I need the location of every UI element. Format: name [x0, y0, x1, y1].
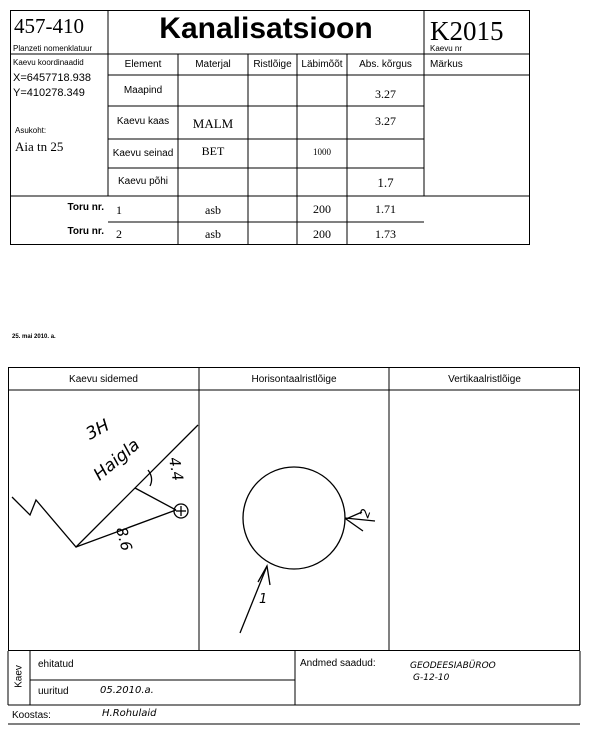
well-circle: [243, 467, 345, 569]
distance-label: 4.4: [164, 455, 187, 483]
distance-label: 8.6: [112, 525, 136, 553]
coord-x: X=6457718.938: [13, 72, 91, 84]
pipe-diameter: 200: [313, 202, 331, 216]
row-element: Kaevu põhi: [117, 176, 169, 187]
col-element: Element: [124, 59, 162, 70]
building-note-1: 3H: [82, 415, 113, 445]
well-number: K2015: [430, 16, 504, 46]
side-label: Kaev: [13, 665, 25, 688]
col-material: Materjal: [195, 59, 231, 70]
row-element: Kaevu kaas: [116, 116, 170, 127]
ties-sketch: [12, 425, 198, 547]
section-vertical: Vertikaalristlõige: [448, 374, 521, 385]
col-cross-section: Ristlõige: [253, 59, 292, 70]
building-outline: [12, 425, 198, 547]
col-abs-height: Abs. kõrgus: [359, 59, 412, 70]
sketch-frame: [9, 368, 580, 651]
pipe-number: 1: [116, 203, 122, 217]
location-label: Asukoht:: [15, 126, 47, 135]
coords-label: Kaevu koordinaadid: [13, 58, 84, 67]
tie-line-4-4: [135, 488, 176, 510]
section-ties: Kaevu sidemed: [69, 374, 138, 385]
source-code: G-12-10: [413, 673, 450, 683]
built-label: ehitatud: [38, 659, 74, 670]
building-note-2: Haigla: [89, 435, 144, 485]
survey-date: 25. mai 2010. a.: [12, 334, 56, 340]
pipe-number: 2: [116, 227, 122, 241]
row-material: BET: [201, 144, 225, 158]
row-element: Maapind: [123, 85, 163, 96]
compiled-label: Koostas:: [12, 710, 51, 721]
pipe-abs: 1.71: [375, 202, 396, 216]
nomenclature-label: Planzeti nomenklatuur: [13, 44, 93, 53]
pipe-label: Toru nr.: [67, 202, 104, 213]
row-abs: 1.7: [377, 175, 394, 190]
pipe-material: asb: [205, 227, 221, 241]
pipe-1-label: 1: [259, 592, 268, 607]
row-abs: 3.27: [375, 114, 396, 128]
location-value: Aia tn 25: [15, 139, 64, 154]
col-diameter: Läbimõõt: [301, 59, 343, 70]
nomenclature: 457-410: [14, 14, 84, 38]
pipe-diameter: 200: [313, 227, 331, 241]
pipe-2-label: 2: [357, 507, 375, 520]
row-diameter: 1000: [313, 147, 331, 157]
source-label: Andmed saadud:: [300, 658, 376, 669]
pipe-abs: 1.73: [375, 227, 396, 241]
pipe-label: Toru nr.: [67, 226, 104, 237]
surveyed-label: uuritud: [38, 686, 69, 697]
col-remarks: Märkus: [430, 59, 463, 70]
compiled-value: H.Rohulaid: [102, 708, 157, 719]
coord-y: Y=410278.349: [13, 87, 85, 99]
section-horizontal: Horisontaalristlõige: [251, 374, 337, 385]
pipe-material: asb: [205, 203, 221, 217]
row-material: MALM: [192, 116, 234, 131]
page-title: Kanalisatsioon: [159, 12, 373, 45]
surveyed-value: 05.2010.a.: [100, 685, 154, 696]
row-abs: 3.27: [375, 87, 396, 101]
row-element: Kaevu seinad: [112, 148, 174, 159]
well-number-label: Kaevu nr: [430, 44, 463, 53]
horizontal-sketch: [240, 467, 375, 633]
source-value: GEODEESIABÜROO: [410, 661, 496, 671]
